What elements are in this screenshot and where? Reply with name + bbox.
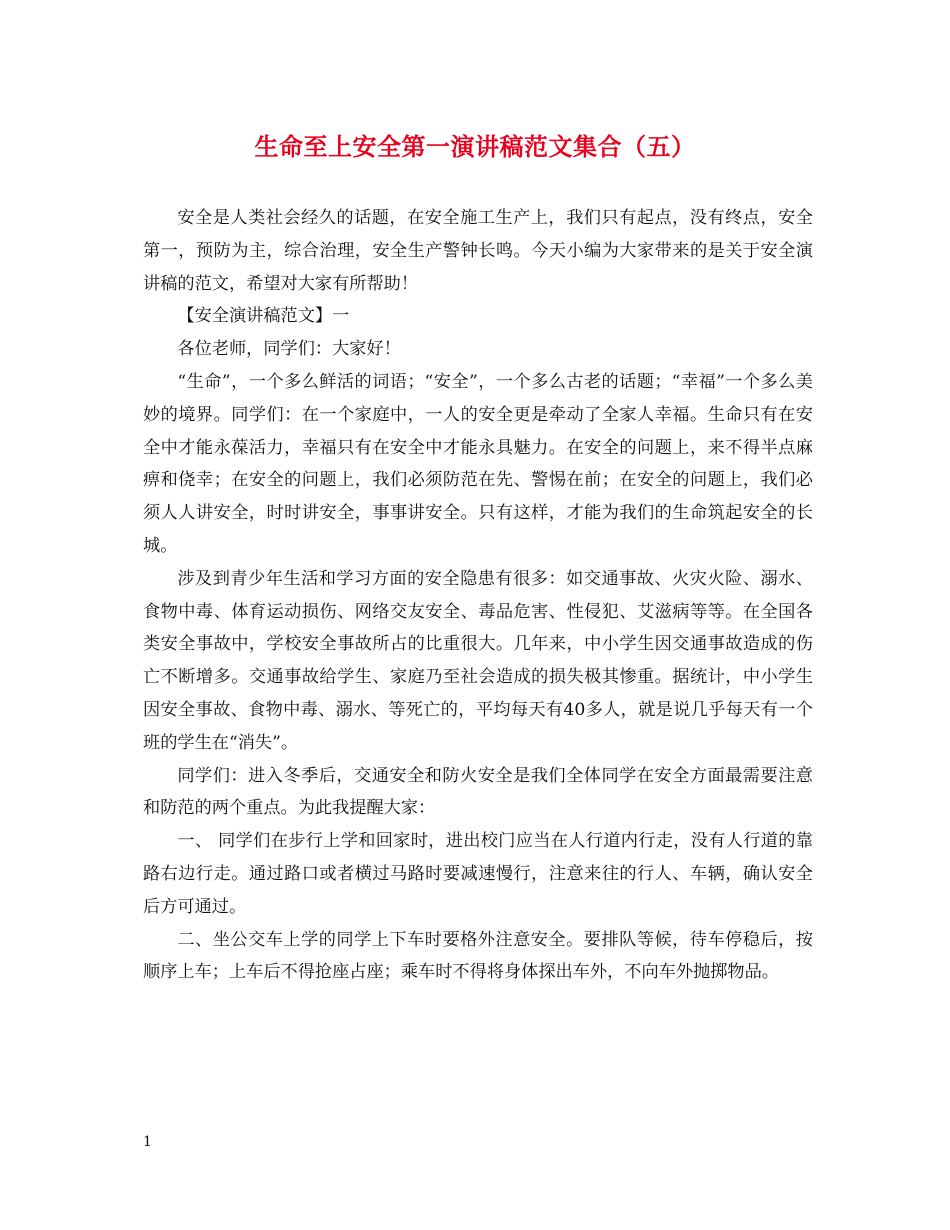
- paragraph-winter-reminder: 同学们：进入冬季后，交通安全和防火安全是我们全体同学在安全方面最需要注意和防范的两个重点。为此我提醒大家：: [143, 765, 813, 819]
- document-body: [143, 202, 813, 989]
- paragraph-walking-rule: 一、 同学们在步行上学和回家时，进出校门应当在人行道内行走，没有人行道的靠路右边行走。通过路口或者横过马路时要减速慢行，注意来往的行人、车辆，确认安全后方可通过。: [143, 831, 813, 917]
- paragraph-bus-rule: 二、坐公交车上学的同学上下车时要格外注意安全。要排队等候，待车停稳后，按顺序上车；上车后不得抢座占座；乘车时不得将身体探出车外，不向车外抛掷物品。: [143, 929, 813, 983]
- paragraph-greeting: 各位老师，同学们：大家好！: [177, 339, 401, 360]
- paragraph-hazards: 涉及到青少年生活和学习方面的安全隐患有很多：如交通事故、火灾火险、溺水、食物中毒、体育运动损伤、网络交友安全、毒品危害、性侵犯、艾滋病等等。在全国各类安全事故中，学校安全事故所占的比重很大。几年来，中小学生因交通事故造成的伤亡不断增多。交通事故给学生、家庭乃至社会造成的损失极其惨重。据统计，中小学生因安全事故、食物中毒、溺水、等死亡的，平均每天有40多人，就是说几乎每天有一个班的学生在“消失”。: [143, 568, 813, 753]
- paragraph-section-heading: 【安全演讲稿范文】一: [177, 306, 350, 327]
- page-number: 1: [143, 1134, 152, 1150]
- document-title: 生命至上安全第一演讲稿范文集合（五）: [254, 132, 696, 161]
- paragraph-life-safety: “生命”，一个多么鲜活的词语；“安全”，一个多么古老的话题；“幸福”一个多么美妙的境界。同学们：在一个家庭中，一人的安全更是牵动了全家人幸福。生命只有在安全中才能永葆活力，幸福只有在安全中才能永具魅力。在安全的问题上，来不得半点麻痹和侥幸；在安全的问题上，我们必须防范在先、警惕在前；在安全的问题上，我们必须人人讲安全，时时讲安全，事事讲安全。只有这样，才能为我们的生命筑起安全的长城。: [143, 371, 813, 556]
- paragraph-intro: 安全是人类社会经久的话题，在安全施工生产上，我们只有起点，没有终点，安全第一，预防为主，综合治理，安全生产警钟长鸣。今天小编为大家带来的是关于安全演讲稿的范文，希望对大家有所帮助！: [143, 208, 813, 294]
